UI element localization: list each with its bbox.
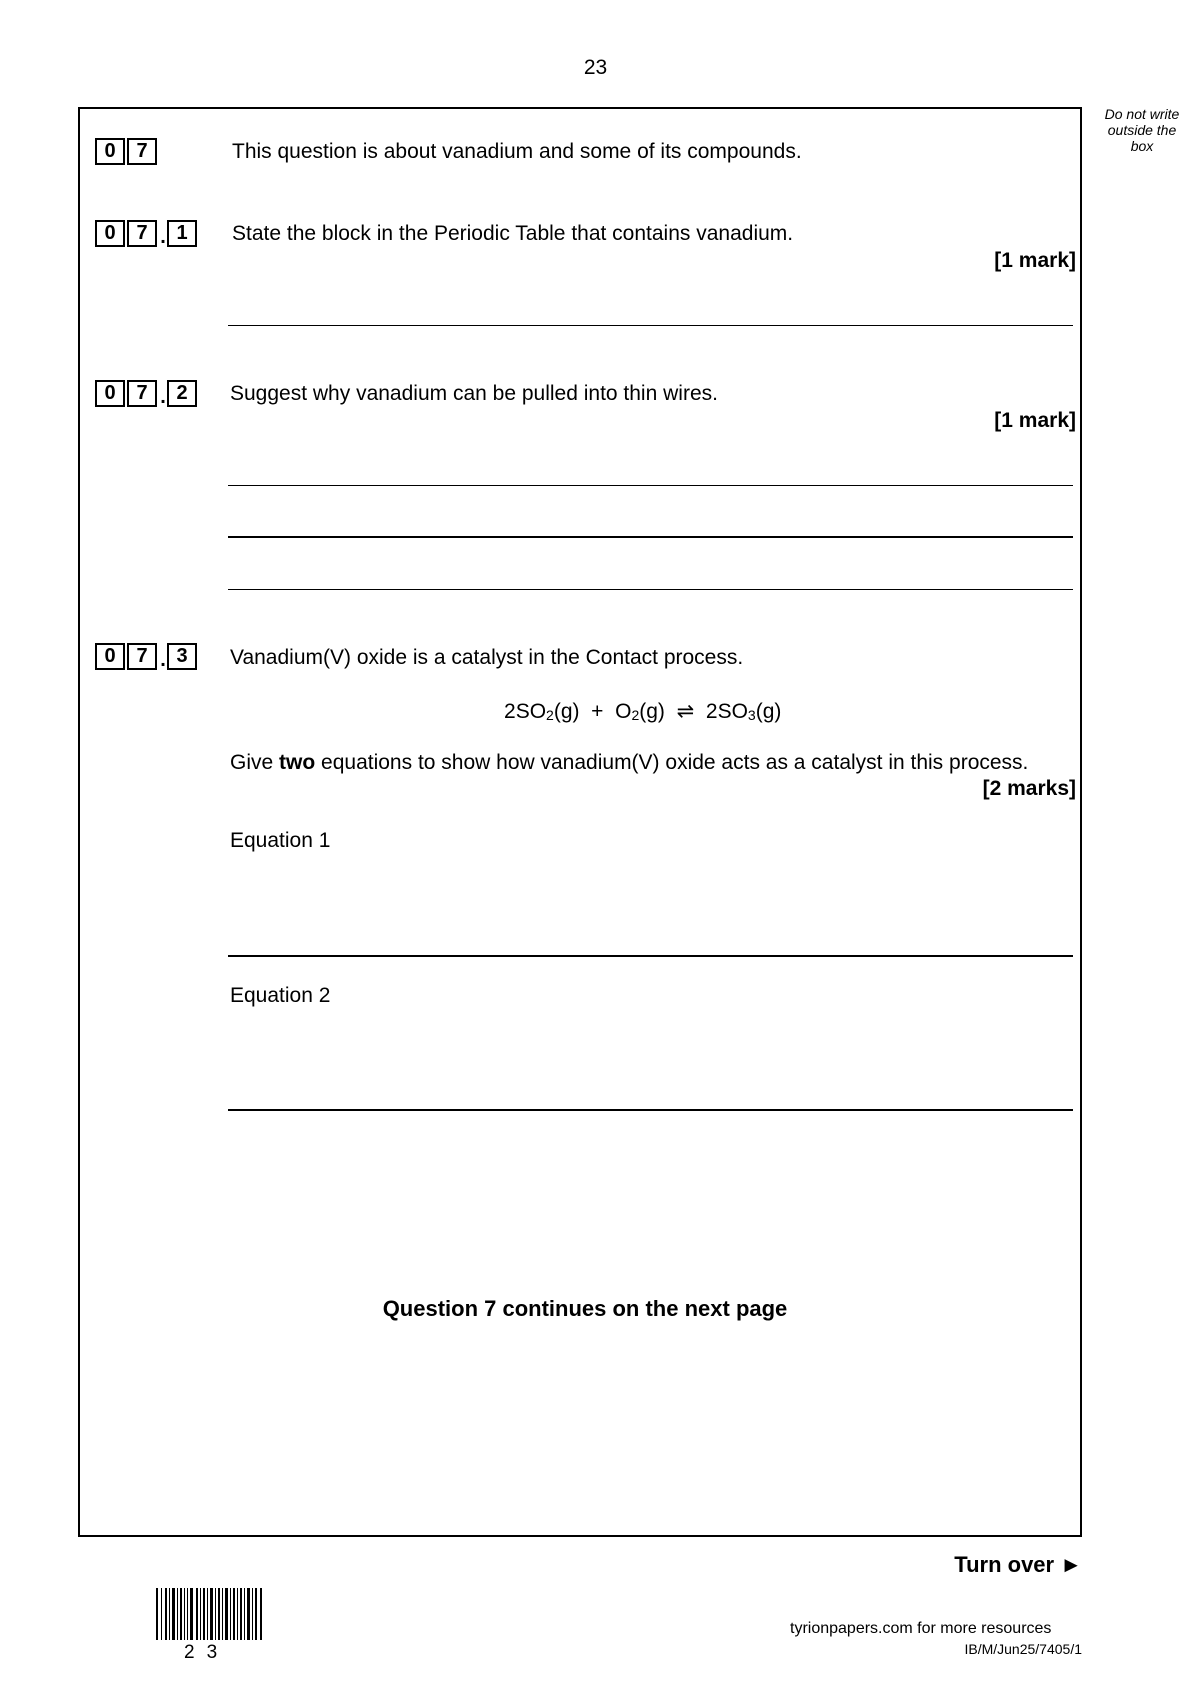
footer-code: IB/M/Jun25/7405/1 (964, 1641, 1082, 1657)
equation-subscript: 2 (631, 707, 640, 723)
answer-line[interactable] (228, 536, 1073, 538)
equation-species: SO (515, 700, 547, 723)
footer-site: tyrionpapers.com for more resources (790, 1620, 1052, 1637)
part-digit: 2 (167, 380, 197, 407)
answer-line[interactable] (228, 485, 1073, 486)
instruction-emphasis: two (279, 751, 316, 774)
question-digit: 7 (127, 643, 157, 670)
part-number-2 (95, 380, 199, 407)
equation-state: (g) (553, 700, 580, 723)
equation-state: (g) (755, 700, 782, 723)
equation-species: O (615, 700, 632, 723)
continues-note: Question 7 continues on the next page (382, 1296, 788, 1321)
question-digit: 0 (95, 643, 125, 670)
part-dot: . (160, 226, 166, 248)
equation-subscript: 2 (546, 707, 554, 723)
part-1-marks: [1 mark] (994, 249, 1076, 272)
instruction-text: equations to show how vanadium(V) oxide acts as a catalyst in this process. (321, 751, 1029, 774)
answer-line[interactable] (228, 589, 1073, 590)
answer-line[interactable] (228, 325, 1073, 326)
contact-process-equation (504, 699, 781, 724)
part-3-prompt: Vanadium(V) oxide is a catalyst in the Contact process. (230, 646, 744, 669)
equation-coefficient: 2 (705, 700, 718, 723)
question-stem: This question is about vanadium and some of its compounds. (232, 140, 802, 163)
answer-line[interactable] (228, 955, 1073, 957)
question-digit: 7 (127, 380, 157, 407)
question-digit: 0 (95, 220, 125, 247)
part-digit: 3 (167, 643, 197, 670)
equation-species: SO (717, 700, 748, 723)
barcode-digits: 23 (184, 1642, 230, 1663)
equation-1-label: Equation 1 (230, 829, 331, 852)
equation-2-label: Equation 2 (230, 984, 331, 1007)
question-digit: 0 (95, 380, 125, 407)
part-dot: . (160, 649, 166, 671)
equation-coefficient: 2 (504, 700, 516, 723)
part-dot: . (160, 386, 166, 408)
turn-over: Turn over ► (954, 1552, 1082, 1577)
barcode (156, 1588, 266, 1640)
question-digit: 7 (127, 138, 157, 165)
equilibrium-arrow: ⇌ (676, 700, 695, 723)
question-number (95, 138, 159, 165)
part-3-instruction (230, 750, 1028, 776)
part-1-prompt: State the block in the Periodic Table that contains vanadium. (232, 222, 794, 245)
part-3-marks: [2 marks] (982, 777, 1076, 800)
instruction-text: Give (230, 751, 274, 774)
equation-plus: + (591, 700, 604, 723)
part-2-marks: [1 mark] (994, 409, 1076, 432)
margin-note: Do not write outside the box (1104, 106, 1180, 154)
question-digit: 7 (127, 220, 157, 247)
part-2-prompt: Suggest why vanadium can be pulled into thin wires. (230, 382, 718, 405)
answer-line[interactable] (228, 1109, 1073, 1111)
answer-frame (78, 107, 1082, 1537)
equation-state: (g) (639, 700, 665, 723)
equation-subscript: 3 (747, 707, 756, 723)
page-number: 23 (583, 56, 608, 79)
part-number-3 (95, 643, 199, 670)
part-number-1 (95, 220, 199, 247)
part-digit: 1 (167, 220, 197, 247)
question-digit: 0 (95, 138, 125, 165)
